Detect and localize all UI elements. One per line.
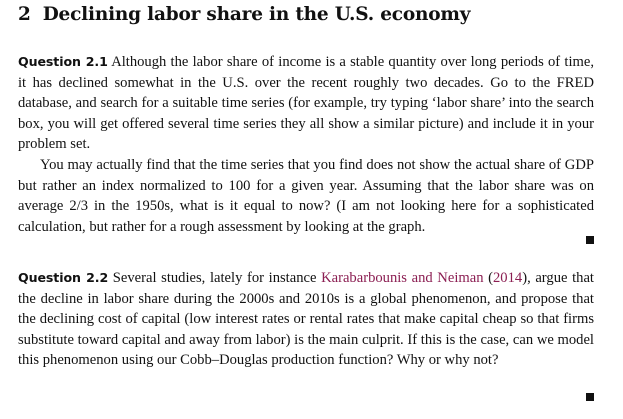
- question-2-2-paragraph: [18, 268, 594, 371]
- section-heading: [18, 3, 470, 27]
- section-title: Declining labor share in the U.S. economy: [42, 4, 471, 25]
- question-2-1-paragraph: [18, 52, 594, 155]
- section-number: 2: [18, 4, 31, 25]
- question-2-2-text-after: , argue that the decline in labor share during the 2000s and 2010s is a global phenomenon, and propose that the declining cost of capital (low interest rates or rental rates that make capital cheap so that firms substitute toward capital and away from labor) is the main culprit. If this is the case, can we model this phenomenon using our Cobb–Douglas production function? Why or why not?: [18, 270, 594, 369]
- question-2-1-label: Question 2.1: [18, 54, 108, 69]
- citation-year-open: (: [483, 270, 493, 286]
- question-2-2-label: Question 2.2: [18, 270, 109, 285]
- citation-year-link[interactable]: 2014: [493, 270, 523, 286]
- question-2-1-followup-text: You may actually find that the time series that you find does not show the actual share of GDP but rather an index normalized to 100 for a given year. Assuming that the labor share was on average 2/3 in the 1950s, what is it equal to now? (I am not looking here for a sophisticated calculation, but rather for a rough assessment by looking at the graph.: [18, 157, 594, 235]
- end-of-question-2-2-mark: [586, 393, 594, 401]
- question-2-2-text-before: Several studies, lately for instance: [112, 270, 322, 286]
- end-of-question-2-1-mark: [586, 236, 594, 244]
- question-2-1-text: Although the labor share of income is a stable quantity over long periods of time, it has declined somewhat in the U.S. over the recent roughly two decades. Go to the FRED database, and search for a suitable time series (for example, try typing ‘labor share’ into the search box, you will get offered several time series they all show a similar picture) and include it in your problem set.: [18, 54, 594, 153]
- citation-year-close: ): [522, 270, 528, 286]
- question-2-1-followup-paragraph: [18, 155, 594, 237]
- citation-authors-link[interactable]: Karabarbounis and Neiman: [321, 270, 484, 286]
